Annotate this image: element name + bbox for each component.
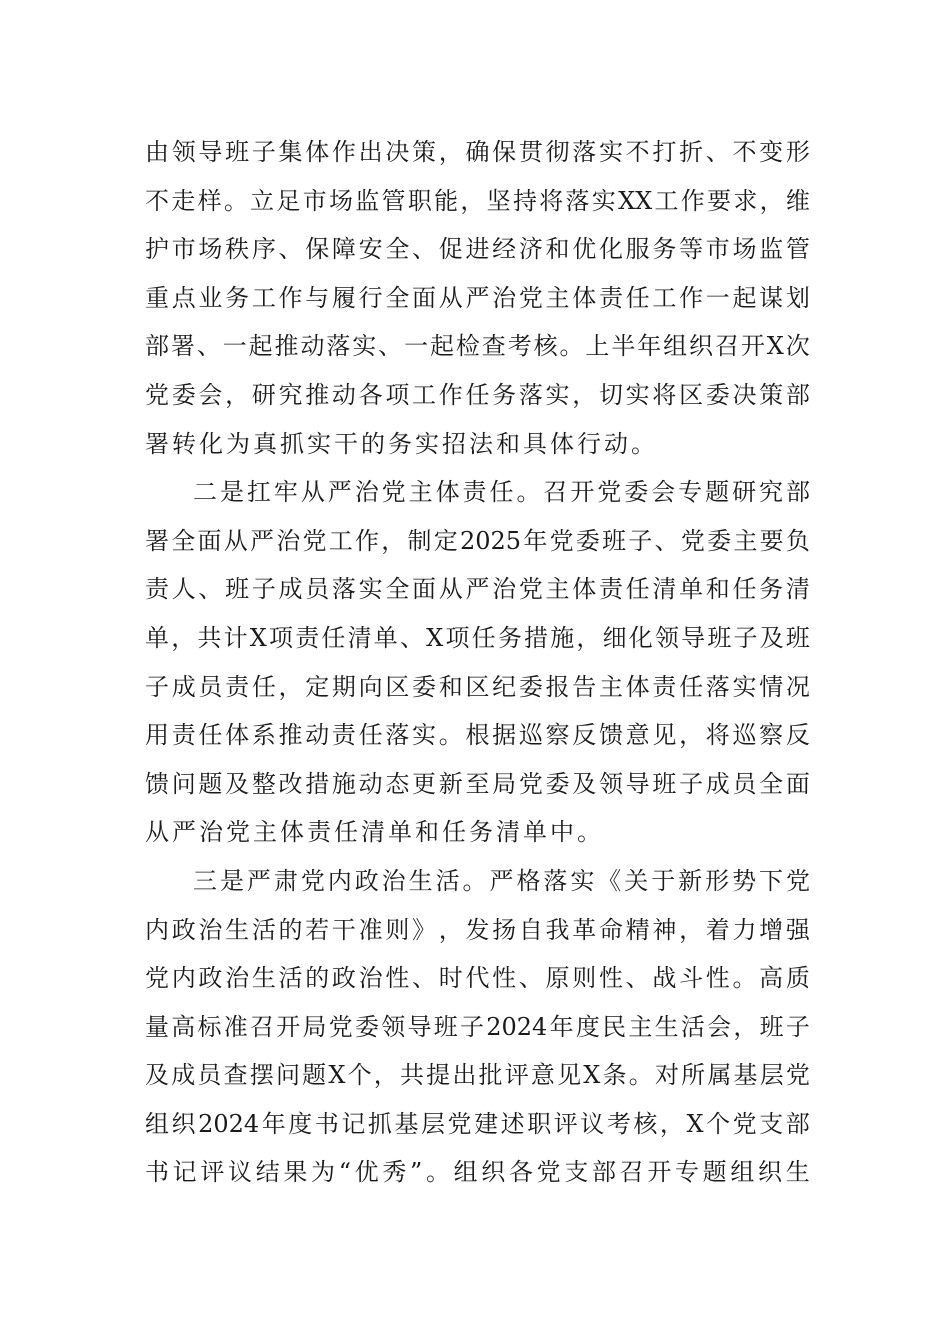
text-line: 内 政 治 生 活 的 若 干 准 则 》 ， 发 扬 自 我 革 命 精 神 ， 着 力 增 强 (145, 915, 810, 944)
text-line: 重 点 业 务 工 作 与 履 行 全 面 从 严 治 党 主 体 责 任 工 作 一 起 谋 划 (145, 283, 810, 312)
text-line: 组 织 2024 年 度 书 记 抓 基 层 党 建 述 职 评 议 考 核 ， X 个 党 支 部 (145, 1109, 810, 1138)
text-line: 从 严 治 党 主 体 责 任 清 单 和 任 务 清 单 中 。 (145, 818, 601, 847)
text-line: 及 成 员 查 摆 问 题 X 个 ， 共 提 出 批 评 意 见 X 条 。 对 所 属 基 层 党 (145, 1061, 810, 1090)
text-line: 不 走 样 。 立 足 市 场 监 管 职 能 ， 坚 持 将 落 实 XX 工 作 要 求 ， 维 (145, 186, 810, 215)
text-line: 护 市 场 秩 序 、 保 障 安 全 、 促 进 经 济 和 优 化 服 务 等 市 场 监 管 (145, 235, 810, 264)
text-line: 子 成 员 责 任 ， 定 期 向 区 委 和 区 纪 委 报 告 主 体 责 任 落 实 情 况 (145, 672, 810, 701)
text-line: 党 内 政 治 生 活 的 政 治 性 、 时 代 性 、 原 则 性 、 战 斗 性 。 高 质 (145, 964, 810, 993)
text-line: 部 署 、 一 起 推 动 落 实 、 一 起 检 查 考 核 。 上 半 年 组 织 召 开 X 次 (145, 332, 810, 361)
document-body (145, 128, 810, 1197)
text-line: 署 转 化 为 真 抓 实 干 的 务 实 招 法 和 具 体 行 动 。 (145, 429, 655, 458)
text-line: 单 ， 共 计 X 项 责 任 清 单 、 X 项 任 务 措 施 ， 细 化 领 导 班 子 及 班 (145, 623, 810, 652)
text-line: 三 是 严 肃 党 内 政 治 生 活 。 严 格 落 实 《 关 于 新 形 势 下 党 (193, 866, 810, 895)
text-line: 二 是 扛 牢 从 严 治 党 主 体 责 任 。 召 开 党 委 会 专 题 研 究 部 (193, 478, 810, 507)
text-line: 用 责 任 体 系 推 动 责 任 落 实 。 根 据 巡 察 反 馈 意 见 ， 将 巡 察 反 (145, 721, 810, 750)
text-line: 量 高 标 准 召 开 局 党 委 领 导 班 子 2024 年 度 民 主 生 活 会 ， 班 子 (145, 1012, 810, 1041)
text-line: 党 委 会 ， 研 究 推 动 各 项 工 作 任 务 落 实 ， 切 实 将 区 委 决 策 部 (145, 380, 810, 409)
text-line: 由 领 导 班 子 集 体 作 出 决 策 ， 确 保 贯 彻 落 实 不 打 折 、 不 变 形 (145, 138, 810, 166)
text-line: 馈 问 题 及 整 改 措 施 动 态 更 新 至 局 党 委 及 领 导 班 子 成 员 全 面 (145, 769, 810, 798)
text-line: 责 人 、 班 子 成 员 落 实 全 面 从 严 治 党 主 体 责 任 清 单 和 任 务 清 (145, 575, 810, 604)
text-line: 署 全 面 从 严 治 党 工 作 ， 制 定 2025 年 党 委 班 子 、 党 委 主 要 负 (145, 526, 810, 555)
text-line: 书 记 评 议 结 果 为 “ 优 秀 ” 。 组 织 各 党 支 部 召 开 专 题 组 织 生 (145, 1158, 810, 1187)
